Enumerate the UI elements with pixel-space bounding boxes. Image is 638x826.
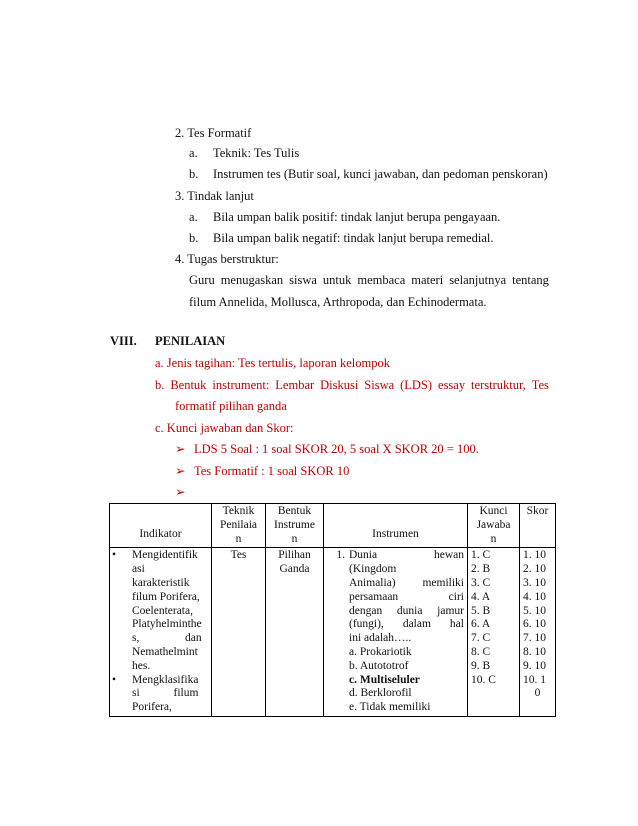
item-2a-text: Teknik: Tes Tulis	[213, 146, 300, 160]
question	[327, 549, 464, 646]
item-3-heading: 3. Tindak lanjut	[175, 189, 254, 203]
arrow-bullet-icon: ➢	[175, 442, 186, 456]
word: Tes	[531, 378, 549, 392]
kunci-item: 8. C	[471, 645, 491, 658]
penilaian-b-line1	[155, 377, 549, 393]
indikator-text	[132, 674, 198, 715]
word: terstruktur,	[471, 378, 526, 392]
item-2b-mark: b.	[189, 167, 199, 181]
section-title: PENILAIAN	[155, 334, 226, 348]
option-b: b. Autototrof	[349, 659, 409, 672]
word: (LDS)	[400, 378, 433, 392]
word: filum	[173, 687, 199, 700]
word: hewan	[433, 549, 464, 562]
bullet-dot-icon: •	[112, 673, 117, 686]
text-line: ini adalah…..	[349, 632, 412, 645]
header-line: n	[490, 532, 497, 545]
word: membaca	[357, 273, 406, 287]
word: Diskusi	[320, 378, 359, 392]
header-line: n	[291, 532, 298, 545]
option-a: a. Prokariotik	[349, 645, 412, 658]
text-line	[349, 577, 464, 591]
word: untuk	[322, 273, 352, 287]
table-header-row	[110, 504, 556, 548]
arrow-bullet-icon: ➢	[175, 464, 186, 478]
item-2a-mark: a.	[189, 146, 198, 160]
text-line	[132, 632, 202, 646]
word: Bentuk	[170, 378, 207, 392]
skor-item: 4. 10	[523, 590, 546, 603]
option-d: d. Berklorofil	[349, 687, 412, 700]
item-4-text-line1	[189, 272, 549, 288]
header-line: Instrume	[274, 518, 315, 531]
skor-item: 5. 10	[523, 604, 546, 617]
header-teknik	[212, 504, 266, 548]
skor-item: 3. 10	[523, 576, 546, 589]
skor-item: 0	[534, 687, 541, 700]
word: Guru	[189, 273, 215, 287]
word: jamur	[437, 604, 464, 617]
header-line: Kunci	[479, 505, 508, 517]
word: hal	[449, 618, 464, 631]
text-line: hes.	[132, 659, 151, 672]
section-number: VIII.	[110, 334, 137, 348]
word: menugaskan	[220, 273, 284, 287]
kunci-item: 5. B	[471, 604, 491, 617]
text-line: filum Porifera,	[132, 590, 200, 603]
skor-item: 6. 10	[523, 618, 546, 631]
text-line: Ganda	[279, 563, 310, 576]
cell-instrumen	[324, 548, 468, 717]
text-line: Coelenterata,	[132, 604, 193, 617]
penilaian-b-line2: formatif pilihan ganda	[175, 399, 287, 413]
word: siswa	[289, 273, 317, 287]
cell-skor	[520, 548, 556, 717]
word: dengan	[349, 604, 383, 617]
kunci-item: 4. A	[471, 590, 491, 603]
text-line	[349, 605, 464, 619]
question-text	[349, 549, 464, 646]
skor-item: 9. 10	[523, 659, 546, 672]
item-3a-mark: a.	[189, 210, 198, 224]
bullet-empty	[175, 484, 194, 500]
cell-bentuk	[266, 548, 324, 717]
text-line: Porifera,	[132, 701, 172, 714]
word: Lembar	[275, 378, 315, 392]
bullet-lds	[175, 441, 479, 457]
word: persamaan	[349, 590, 399, 603]
word: Animalia)	[349, 576, 396, 589]
kunci-item: 10. C	[471, 673, 496, 686]
text-line: Mengklasifika	[132, 673, 199, 686]
text-line	[132, 687, 198, 701]
indikator-text	[132, 549, 202, 673]
item-3b-mark: b.	[189, 231, 199, 245]
word: (fungi),	[349, 618, 384, 631]
bullet-lds-text: LDS 5 Soal : 1 soal SKOR 20, 5 soal X SKOR 20 = 100.	[194, 442, 479, 456]
assessment-table	[109, 503, 556, 717]
word: dan	[185, 632, 202, 645]
indikator-item-2	[112, 674, 208, 715]
kunci-item: 3. C	[471, 576, 491, 589]
word: selanjutnya	[449, 273, 507, 287]
kunci-item: 2. B	[471, 563, 491, 576]
item-4-text-line2: filum Annelida, Mollusca, Arthropoda, dan Echinodermata.	[189, 295, 487, 309]
cell-kunci	[468, 548, 520, 717]
arrow-bullet-icon: ➢	[175, 485, 186, 499]
skor-item: 2. 10	[523, 563, 546, 576]
text-line	[349, 549, 464, 563]
header-line: Bentuk	[277, 505, 312, 517]
word: tentang	[512, 273, 549, 287]
word: dunia	[396, 604, 423, 617]
cell-indikator	[110, 548, 212, 717]
skor-item: 1. 10	[523, 549, 546, 562]
word: essay	[438, 378, 466, 392]
kunci-item: 7. C	[471, 632, 491, 645]
kunci-item: 9. B	[471, 659, 491, 672]
item-3a-text: Bila umpan balik positif: tindak lanjut berupa pengayaan.	[213, 210, 501, 224]
option-e: e. Tidak memiliki	[349, 701, 431, 714]
kunci-item: 6. A	[471, 618, 491, 631]
item-2-heading: 2. Tes Formatif	[175, 126, 252, 140]
header-indikator: Indikator	[110, 504, 212, 548]
word: dalam	[402, 618, 431, 631]
option-c-correct: c. Multiseluler	[349, 673, 420, 686]
word: memiliki	[422, 576, 464, 589]
header-line: Penilaia	[219, 518, 258, 531]
text-line: Mengidentifik	[132, 549, 198, 562]
word: materi	[411, 273, 444, 287]
text-line: karakteristik	[132, 576, 190, 589]
word: Siswa	[364, 378, 395, 392]
text-line: (Kingdom	[349, 563, 397, 576]
skor-item: 8. 10	[523, 645, 546, 658]
text-line: asi	[132, 563, 145, 576]
word: ciri	[448, 590, 464, 603]
header-bentuk	[266, 504, 324, 548]
penilaian-a: a. Jenis tagihan: Tes tertulis, laporan kelompok	[155, 356, 390, 370]
header-skor: Skor	[520, 504, 556, 548]
header-line: n	[235, 532, 242, 545]
text-line: Platyhelminthe	[132, 618, 202, 631]
bullet-tes-text: Tes Formatif : 1 soal SKOR 10	[194, 464, 350, 478]
penilaian-c: c. Kunci jawaban dan Skor:	[155, 421, 294, 435]
word: Dunia	[349, 549, 378, 562]
text-line: Pilihan	[278, 549, 311, 562]
kunci-item: 1. C	[471, 549, 491, 562]
word: b.	[155, 378, 165, 392]
table-row	[110, 548, 556, 717]
word: si	[132, 687, 140, 700]
header-instrumen: Instrumen	[324, 504, 468, 548]
bullet-tes-formatif	[175, 463, 349, 479]
indikator-item-1	[112, 549, 208, 673]
cell-teknik: Tes	[212, 548, 266, 717]
header-line: Jawaba	[476, 518, 511, 531]
skor-item: 10. 1	[523, 673, 546, 686]
header-line: Teknik	[222, 505, 255, 517]
item-2b-text: Instrumen tes (Butir soal, kunci jawaban, dan pedoman penskoran)	[213, 167, 548, 181]
header-kunci	[468, 504, 520, 548]
word: s,	[132, 632, 140, 645]
text-line	[349, 591, 464, 605]
question-number: 1.	[336, 549, 345, 562]
text-line: Nemathelmint	[132, 645, 198, 658]
skor-item: 7. 10	[523, 632, 546, 645]
word: instrument:	[212, 378, 270, 392]
bullet-dot-icon: •	[112, 549, 117, 562]
item-4-heading: 4. Tugas berstruktur:	[175, 252, 279, 266]
item-3b-text: Bila umpan balik negatif: tindak lanjut berupa remedial.	[213, 231, 494, 245]
text-line	[349, 618, 464, 632]
